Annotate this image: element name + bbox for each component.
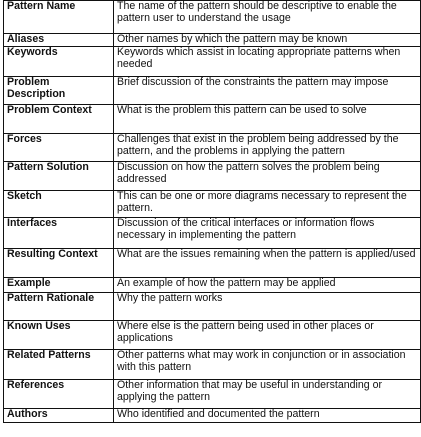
row-name-cell: Aliases <box>4 34 114 47</box>
row-name-cell: Pattern Rationale <box>4 293 114 321</box>
row-name-cell: Example <box>4 278 114 293</box>
table-row <box>4 77 421 105</box>
table-row <box>4 249 421 278</box>
row-name-cell: Problem Description <box>4 77 114 105</box>
table-row <box>4 293 421 321</box>
row-name-cell: Keywords <box>4 47 114 77</box>
table-row <box>4 218 421 249</box>
row-description-cell: Other information that may be useful in understanding or applying the pattern <box>114 380 421 409</box>
row-name-cell: Pattern Solution <box>4 162 114 191</box>
row-description-cell: Keywords which assist in locating appropriate patterns when needed <box>114 47 421 77</box>
row-description-cell: This can be one or more diagrams necessary to represent the pattern. <box>114 191 421 218</box>
row-description-cell: An example of how the pattern may be applied <box>114 278 421 293</box>
table-row <box>4 191 421 218</box>
pattern-template-table <box>3 0 421 423</box>
table-row <box>4 134 421 162</box>
row-name-cell: Authors <box>4 409 114 423</box>
table-row <box>4 162 421 191</box>
row-name-cell: Interfaces <box>4 218 114 249</box>
row-name-cell: References <box>4 380 114 409</box>
table-row <box>4 321 421 350</box>
row-description-cell: Brief discussion of the constraints the pattern may impose <box>114 77 421 105</box>
row-name-cell: Forces <box>4 134 114 162</box>
table-row <box>4 350 421 380</box>
table-row <box>4 278 421 293</box>
row-description-cell: Discussion on how the pattern solves the problem being addressed <box>114 162 421 191</box>
row-description-cell: Challenges that exist in the problem being addressed by the pattern, and the problems in applying the pattern <box>114 134 421 162</box>
row-name-cell: Related Patterns <box>4 350 114 380</box>
table-row <box>4 47 421 77</box>
row-description-cell: What is the problem this pattern can be used to solve <box>114 105 421 134</box>
row-name-cell: Sketch <box>4 191 114 218</box>
table-row <box>4 1 421 34</box>
row-description-cell: The name of the pattern should be descriptive to enable the pattern user to understand the usage <box>114 1 421 34</box>
row-description-cell: Other patterns what may work in conjunction or in association with this pattern <box>114 350 421 380</box>
row-description-cell: Where else is the pattern being used in other places or applications <box>114 321 421 350</box>
row-name-cell: Pattern Name <box>4 1 114 34</box>
table-row <box>4 409 421 423</box>
row-name-cell: Resulting Context <box>4 249 114 278</box>
table-row <box>4 380 421 409</box>
table-row <box>4 105 421 134</box>
row-name-cell: Problem Context <box>4 105 114 134</box>
row-description-cell: Other names by which the pattern may be known <box>114 34 421 47</box>
row-description-cell: What are the issues remaining when the pattern is applied/used <box>114 249 421 278</box>
table-row <box>4 34 421 47</box>
row-description-cell: Who identified and documented the pattern <box>114 409 421 423</box>
row-description-cell: Why the pattern works <box>114 293 421 321</box>
row-name-cell: Known Uses <box>4 321 114 350</box>
row-description-cell: Discussion of the critical interfaces or information flows necessary in implementing the pattern <box>114 218 421 249</box>
